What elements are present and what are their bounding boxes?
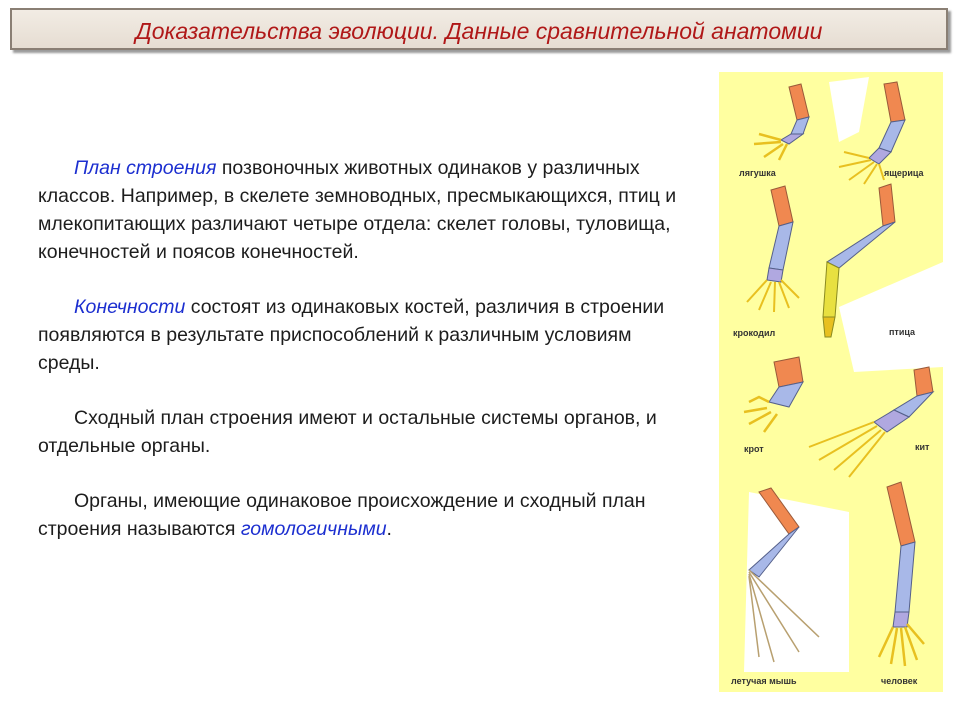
title-bar: [10, 8, 948, 50]
highlight-plan: План строения: [74, 157, 217, 179]
label-mole: крот: [744, 444, 764, 454]
label-frog: лягушка: [739, 168, 776, 178]
paragraph-3: Сходный план строения имеют и остальные системы органов, и отдельные органы.: [38, 407, 657, 457]
paragraph-2: Конечности состоят из одинаковых костей, различия в строении появляются в результате приспособлений к различным условиям среды.: [38, 296, 665, 374]
label-human: человек: [881, 676, 918, 686]
whale-limb-drawing: [809, 367, 933, 477]
label-lizard: ящерица: [884, 168, 924, 178]
highlight-homologous: гомологичными: [240, 518, 387, 540]
label-crocodile: крокодил: [733, 328, 776, 338]
body-text: [38, 154, 678, 570]
limb-drawings: [719, 72, 943, 692]
label-whale: кит: [915, 442, 930, 452]
mole-limb-drawing: [744, 357, 803, 432]
label-bat: летучая мышь: [731, 676, 797, 686]
limb-skeletons-figure: [719, 72, 943, 692]
human-limb-drawing: [879, 482, 924, 666]
crocodile-limb-drawing: [747, 186, 799, 312]
slide-title: Доказательства эволюции. Данные сравнительной анатомии: [135, 18, 823, 44]
frog-limb-drawing: [754, 84, 809, 160]
paragraph-1: План строения позвоночных животных одинаков у различных классов. Например, в скелете земноводных, пресмыкающихся, птиц и млекопитающих различают четыре отдела: скелет головы, туловища, конечностей и поясов конечностей.: [38, 157, 677, 263]
paragraph-4: Органы, имеющие одинаковое происхождение и сходный план строения называются гомологичными.: [38, 490, 646, 540]
highlight-limbs: Конечности: [74, 296, 186, 318]
label-bird: птица: [889, 327, 916, 337]
